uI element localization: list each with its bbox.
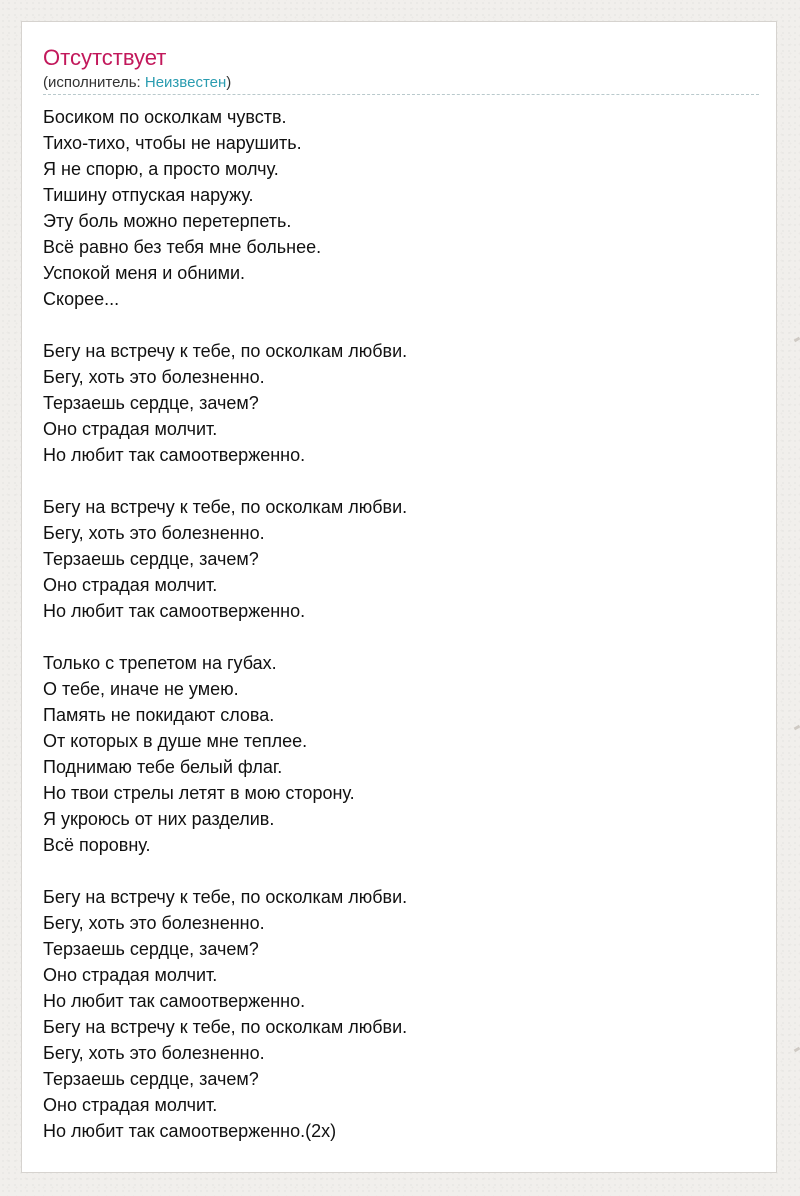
lyric-line: Тишину отпуская наружу. <box>43 185 254 205</box>
lyric-line: Всё равно без тебя мне больнее. <box>43 237 322 257</box>
lyrics-body <box>43 104 759 1144</box>
lyric-line: Но любит так самоотверженно. <box>43 445 306 465</box>
lyric-line: Но любит так самоотверженно. <box>43 601 306 621</box>
background-scratch-mark <box>794 725 800 731</box>
lyric-line: Терзаешь сердце, зачем? <box>43 393 259 413</box>
lyric-line: Бегу, хоть это болезненно. <box>43 1043 265 1063</box>
lyric-line: Бегу, хоть это болезненно. <box>43 367 265 387</box>
stanza-gap <box>43 468 759 494</box>
artist-link[interactable]: Неизвестен <box>144 74 227 91</box>
lyric-line: Я не спорю, а просто молчу. <box>43 159 279 179</box>
lyric-line: Оно страдая молчит. <box>43 1095 218 1115</box>
lyric-line: О тебе, иначе не умею. <box>43 679 239 699</box>
lyric-line: Бегу, хоть это болезненно. <box>43 523 265 543</box>
lyric-line: Поднимаю тебе белый флаг. <box>43 757 283 777</box>
lyrics-card <box>21 21 777 1173</box>
lyric-line: Терзаешь сердце, зачем? <box>43 549 259 569</box>
artist-line <box>43 74 231 92</box>
artist-suffix: ) <box>226 74 232 91</box>
lyric-line: Бегу на встречу к тебе, по осколкам любви. <box>43 1017 408 1037</box>
lyric-line: Бегу на встречу к тебе, по осколкам любви. <box>43 887 408 907</box>
lyric-line: Скорее... <box>43 289 120 309</box>
lyric-line: Всё поровну. <box>43 835 151 855</box>
lyric-line: От которых в душе мне теплее. <box>43 731 308 751</box>
background-scratch-mark <box>794 337 800 343</box>
lyric-line: Терзаешь сердце, зачем? <box>43 939 259 959</box>
lyric-line: Оно страдая молчит. <box>43 419 218 439</box>
stanza-gap <box>43 858 759 884</box>
lyric-line: Успокой меня и обними. <box>43 263 246 283</box>
song-title: Отсутствует <box>43 45 167 70</box>
lyrics-stanza <box>43 494 759 624</box>
lyric-line: Я укроюсь от них разделив. <box>43 809 275 829</box>
lyric-line: Но твои стрелы летят в мою сторону. <box>43 783 355 803</box>
lyric-line: Память не покидают слова. <box>43 705 275 725</box>
lyric-line: Босиком по осколкам чувств. <box>43 107 287 127</box>
lyric-line: Бегу, хоть это болезненно. <box>43 913 265 933</box>
lyric-line: Эту боль можно перетерпеть. <box>43 211 292 231</box>
lyric-line: Только с трепетом на губах. <box>43 653 277 673</box>
song-header <box>43 44 759 95</box>
lyrics-stanza <box>43 884 759 1144</box>
lyric-line: Бегу на встречу к тебе, по осколкам любви. <box>43 341 408 361</box>
artist-prefix: (исполнитель: <box>43 74 145 91</box>
lyric-line: Тихо-тихо, чтобы не нарушить. <box>43 133 302 153</box>
lyrics-stanza <box>43 650 759 858</box>
lyrics-stanza <box>43 338 759 468</box>
lyric-line: Но любит так самоотверженно. <box>43 991 306 1011</box>
stanza-gap <box>43 624 759 650</box>
lyric-line: Оно страдая молчит. <box>43 575 218 595</box>
lyric-line: Оно страдая молчит. <box>43 965 218 985</box>
lyric-line: Терзаешь сердце, зачем? <box>43 1069 259 1089</box>
lyric-line: Бегу на встречу к тебе, по осколкам любви. <box>43 497 408 517</box>
background-scratch-mark <box>794 1047 800 1053</box>
stanza-gap <box>43 312 759 338</box>
lyric-line: Но любит так самоотверженно.(2x) <box>43 1121 337 1141</box>
lyrics-stanza <box>43 104 759 312</box>
